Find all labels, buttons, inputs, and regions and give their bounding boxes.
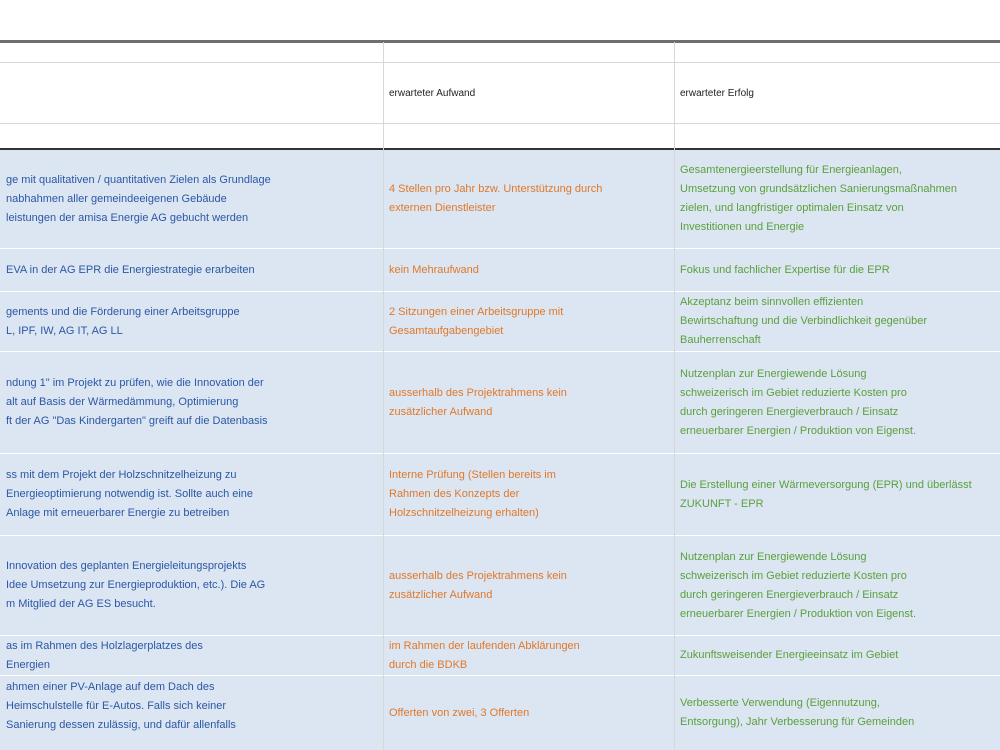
table-cell-success: Fokus und fachlicher Expertise für die EPR <box>680 263 890 276</box>
table-cell-effort: Offerten von zwei, 3 Offerten <box>389 706 530 719</box>
table-cell-effort: im Rahmen der laufenden Abklärungen durch die BDKB <box>389 639 580 671</box>
table-cell-success: Gesamtenergieerstellung für Energieanlagen, Umsetzung von grundsätzlichen Sanierungsmaßnahmen zielen, und langfristiger optimalen Einsatz von Investitionen und Energie <box>680 164 957 233</box>
table-cell-measure: gements und die Förderung einer Arbeitsgruppe L, IPF, IW, AG IT, AG LL <box>6 305 240 337</box>
table-cell-success: Verbesserte Verwendung (Eigennutzung, Entsorgung), Jahr Verbesserung für Gemeinden <box>680 697 915 728</box>
table-cell-effort: kein Mehraufwand <box>389 263 479 276</box>
table-cell-effort: ausserhalb des Projektrahmens kein zusätzlicher Aufwand <box>389 386 567 418</box>
table-cell-measure: as im Rahmen des Holzlagerplatzes des Energien <box>6 639 203 671</box>
header-bottom-line <box>0 123 1000 124</box>
table-cell-success: Nutzenplan zur Energiewende Lösung schweizerisch im Gebiet reduzierte Kosten pro durch geringeren Energieverbrauch / Einsatz erneuerbarer Energien / Produktion von Eigenst. <box>680 367 917 437</box>
table-cell-success: Akzeptanz beim sinnvollen effizienten Bewirtschaftung und die Verbindlichkeit gegenüber Bauherrenschaft <box>680 296 928 346</box>
table-cell-measure: ss mit dem Projekt der Holzschnitzelheizung zu Energieoptimierung notwendig ist. Sollte auch eine Anlage mit erneuerbarer Energie zu betreiben <box>6 469 254 519</box>
table-cell-measure: EVA in der AG EPR die Energiestrategie erarbeiten <box>6 263 255 276</box>
table-cell-success: Nutzenplan zur Energiewende Lösung schweizerisch im Gebiet reduzierte Kosten pro durch geringeren Energieverbrauch / Einsatz erneuerbarer Energien / Produktion von Eigenst. <box>680 550 917 620</box>
table-cell-measure: ge mit qualitativen / quantitativen Zielen als Grundlage nabhahmen aller gemeindeeigenen Gebäude leistungen der amisa Energie AG gebucht werden <box>6 173 271 224</box>
table-cell-effort: 4 Stellen pro Jahr bzw. Unterstützung durch externen Dienstleister <box>389 183 603 214</box>
table-cell-measure: Innovation des geplanten Energieleitungsprojekts Idee Umsetzung zur Energieproduktion, etc.). Die AG m Mitglied der AG ES besucht. <box>6 560 266 610</box>
table-cell-measure: ndung 1" im Projekt zu prüfen, wie die Innovation der alt auf Basis der Wärmedämmung, Optimierung ft der AG "Das Kindergarten" greift auf die Datenbasis <box>6 377 268 427</box>
table-cell-success: Zukunftsweisender Energieeinsatz im Gebiet <box>680 649 899 661</box>
table-cell-effort: 2 Sitzungen einer Arbeitsgruppe mit Gesamtaufgabengebiet <box>389 305 564 337</box>
header-cell-expected-effort: erwarteter Aufwand <box>389 87 476 99</box>
sheet-top-border <box>0 40 1000 43</box>
table-cell-effort: Interne Prüfung (Stellen bereits im Rahmen des Konzepts der Holzschnitzelheizung erhalten) <box>389 469 556 519</box>
table-cell-success: Die Erstellung einer Wärmeversorgung (EPR) und überlässt ZUKUNFT - EPR <box>680 478 972 510</box>
table-cell-measure: ahmen einer PV-Anlage auf dem Dach des Heimschulstelle für E-Autos. Falls sich keiner Sanierung dessen zulässig, und dafür allenfalls <box>6 681 236 731</box>
header-cell-description <box>0 63 383 123</box>
table-cell-effort: ausserhalb des Projektrahmens kein zusätzlicher Aufwand <box>389 569 567 601</box>
header-cell-expected-success: erwarteter Erfolg <box>680 87 754 99</box>
